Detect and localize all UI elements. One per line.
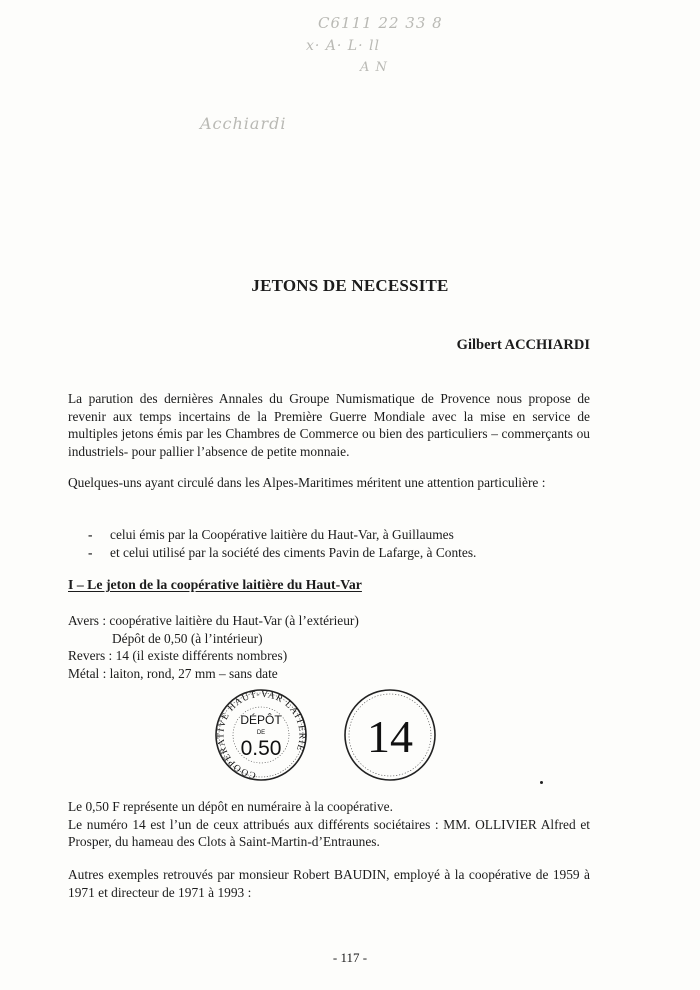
ink-speck <box>540 781 543 784</box>
list-item <box>88 544 476 562</box>
intro-paragraph: La parution des dernières Annales du Groupe Numismatique de Provence nous propose de revenir aux temps incertains de la Première Guerre Mondiale avec la mise en service de multiples jetons émis par les Chambres de Commerce ou bien des particuliers – commerçants ou industriels- pour pallier l’absence de petite monnaie. <box>68 391 590 459</box>
handwritten-note-line1: C6111 22 33 8 <box>318 14 443 32</box>
token-ring-text: COOPÉRATIVE HAUT-VAR LAITERIE <box>216 689 307 780</box>
paragraph-line: Le 0,50 F représente un dépôt en numéraire à la coopérative. <box>68 799 393 814</box>
avers-line: Avers : coopérative laitière du Haut-Var (à l’extérieur) <box>68 613 359 628</box>
token-reverse-number: 14 <box>367 711 413 762</box>
bullet-dash: - <box>88 544 93 560</box>
paragraph-other-examples: Autres exemples retrouvés par monsieur Robert BAUDIN, employé à la coopérative de 1959 à 1971 et directeur de 1971 à 1993 : <box>68 867 590 900</box>
list-item-text: et celui utilisé par la société des ciments Pavin de Lafarge, à Contes. <box>110 544 477 560</box>
token-reverse <box>345 690 435 780</box>
bullet-list <box>88 526 476 561</box>
avers-inner-line: Dépôt de 0,50 (à l’intérieur) <box>112 630 263 646</box>
revers-line: Revers : 14 (il existe différents nombres) <box>68 648 288 664</box>
token-illustration <box>214 688 444 788</box>
page-number: - 117 - <box>332 950 368 965</box>
handwritten-note-line3: A N <box>360 60 388 75</box>
list-item-text: celui émis par la Coopérative laitière du Haut-Var, à Guillaumes <box>110 527 454 542</box>
token-obverse <box>216 690 307 780</box>
handwritten-author-name: Acchiardi <box>200 114 287 133</box>
author-name: Gilbert ACCHIARDI <box>456 337 590 353</box>
list-item <box>88 526 476 544</box>
paragraph-attention: Quelques-uns ayant circulé dans les Alpes-Maritimes méritent une attention particulière : <box>68 475 546 490</box>
token-de-label: DE <box>256 730 266 736</box>
paragraph-text: Le numéro 14 est l’un de ceux attribués aux différents sociétaires : MM. OLLIVIER Alfred et Prosper, du hameau des Clots à Saint-Martin-d’Entraunes. <box>68 816 590 850</box>
token-figure <box>214 688 444 788</box>
token-depot-label: DÉPÔT <box>240 713 282 727</box>
handwritten-note-line2: x· A· L· ll <box>306 38 380 54</box>
section-heading: I – Le jeton de la coopérative laitière du Haut-Var <box>68 577 362 592</box>
bullet-dash: - <box>88 527 93 542</box>
metal-line: Métal : laiton, rond, 27 mm – sans date <box>68 665 278 681</box>
token-value-label: 0.50 <box>240 737 282 760</box>
token-description <box>68 612 359 682</box>
page-title: JETONS DE NECESSITE <box>251 276 449 295</box>
paragraph-value-explanation <box>68 798 590 851</box>
